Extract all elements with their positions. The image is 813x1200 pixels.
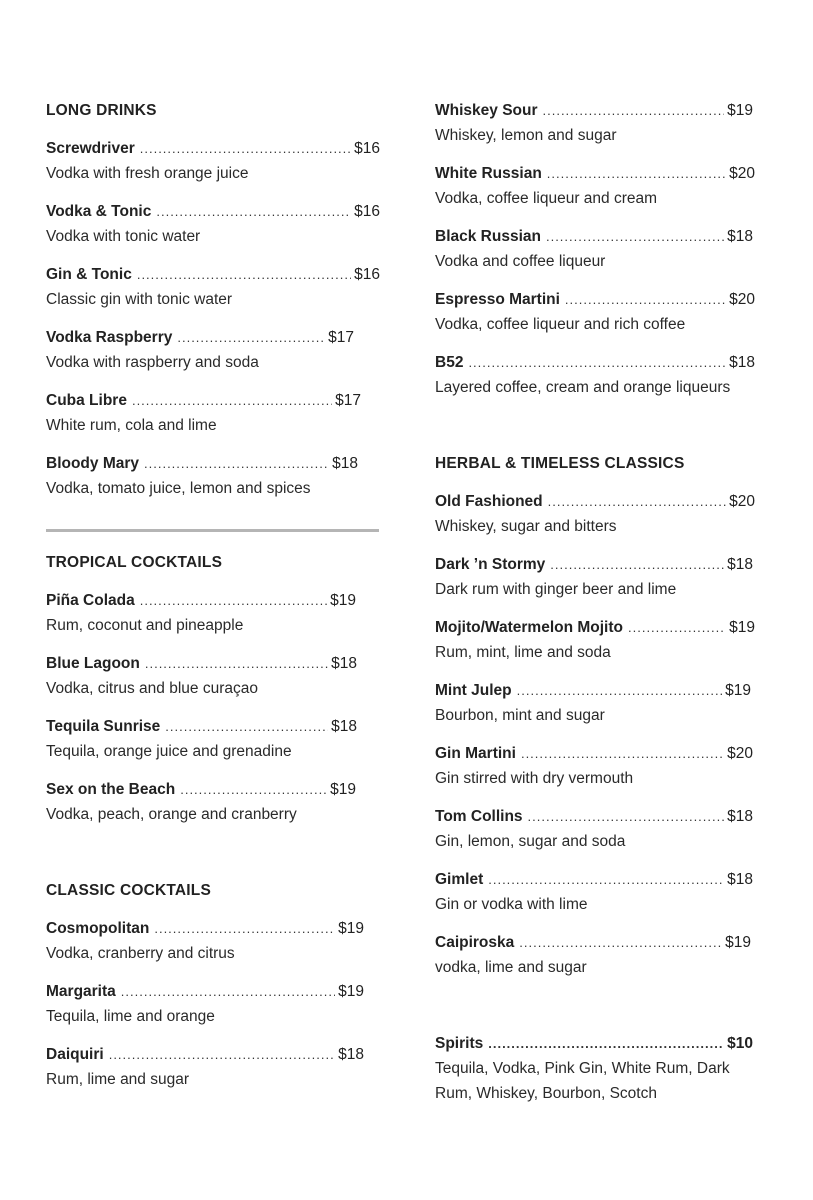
dot-leader [140,591,327,611]
item-price: $18 [338,1046,364,1063]
item-price: $20 [729,165,755,182]
menu-item-spirits [435,1034,753,1104]
menu-item-pina-colada [46,591,356,636]
item-description: Dark rum with ginger beer and lime [435,581,677,598]
dot-leader [137,265,351,285]
item-price: $19 [338,983,364,1000]
menu-item-mojito [435,618,755,663]
item-description: Gin stirred with dry vermouth [435,770,634,787]
item-price: $10 [727,1035,753,1052]
menu-item-gin-martini [435,744,753,789]
menu-item-sex-on-the-beach [46,780,356,825]
item-description: White rum, cola and lime [46,417,217,434]
item-name: Sex on the Beach [46,781,176,798]
item-description: Classic gin with tonic water [46,291,233,308]
item-price: $19 [729,619,755,636]
menu-item-b52 [435,353,755,398]
item-description: Vodka, tomato juice, lemon and spices [46,480,311,497]
dot-leader [488,1034,724,1054]
item-description: Whiskey, sugar and bitters [435,518,617,535]
dot-leader [156,202,351,222]
item-price: $18 [331,655,357,672]
dot-leader [628,618,726,638]
right-column [435,101,765,1104]
item-price: $20 [729,291,755,308]
item-name: Old Fashioned [435,493,543,510]
item-description: Layered coffee, cream and orange liqueurs [435,379,731,396]
item-name: Vodka Raspberry [46,329,173,346]
menu-item-black-russian [435,227,753,272]
menu-item-old-fashioned [435,492,755,537]
item-name: Tequila Sunrise [46,718,161,735]
item-name: Gin & Tonic [46,266,132,283]
dot-leader [144,454,329,474]
item-name: Blue Lagoon [46,655,140,672]
item-price: $16 [354,140,380,157]
menu-item-caipiroska [435,933,751,978]
item-name: Piña Colada [46,592,135,609]
item-name: Screwdriver [46,140,135,157]
item-price: $19 [338,920,364,937]
item-name: Margarita [46,983,116,1000]
item-name: Dark ’n Stormy [435,556,546,573]
item-description: Tequila, orange juice and grenadine [46,743,292,760]
item-description: Vodka with raspberry and soda [46,354,259,371]
item-price: $19 [727,102,753,119]
item-name: White Russian [435,165,542,182]
item-description: Vodka, citrus and blue curaçao [46,680,258,697]
item-price: $19 [725,682,751,699]
dot-leader [177,328,325,348]
item-description: Vodka, peach, orange and cranberry [46,806,297,823]
item-price: $18 [727,808,753,825]
menu-item-gin-tonic [46,265,380,310]
item-name: Cosmopolitan [46,920,150,937]
item-price: $17 [335,392,361,409]
section-heading-tropical-cocktails: TROPICAL COCKTAILS [46,554,223,571]
dot-leader [550,555,724,575]
menu-item-vodka-tonic [46,202,380,247]
dot-leader [543,101,725,121]
dot-leader [528,807,725,827]
menu-item-cuba-libre [46,391,361,436]
item-price: $19 [725,934,751,951]
item-price: $17 [328,329,354,346]
item-price: $19 [330,781,356,798]
item-description: Gin, lemon, sugar and soda [435,833,626,850]
menu-item-espresso-martini [435,290,755,335]
section-heading-classic-cocktails: CLASSIC COCKTAILS [46,882,211,899]
item-description: Bourbon, mint and sugar [435,707,605,724]
menu-item-cosmopolitan [46,919,364,964]
item-description: Vodka with fresh orange juice [46,165,249,182]
item-price: $16 [354,266,380,283]
section-heading-herbal-classics: HERBAL & TIMELESS CLASSICS [435,455,685,472]
item-price: $16 [354,203,380,220]
dot-leader [180,780,327,800]
section-heading-long-drinks: LONG DRINKS [46,102,157,119]
item-name: Gin Martini [435,745,516,762]
menu-item-vodka-raspberry [46,328,354,373]
item-description: vodka, lime and sugar [435,959,587,976]
dot-leader [519,933,722,953]
item-name: Gimlet [435,871,484,888]
item-name: Whiskey Sour [435,102,538,119]
item-name: Tom Collins [435,808,523,825]
item-name: B52 [435,354,464,371]
menu-item-bloody-mary [46,454,358,499]
menu-item-tom-collins [435,807,753,852]
item-price: $18 [331,718,357,735]
item-description: Vodka, coffee liqueur and rich coffee [435,316,686,333]
menu-item-gimlet [435,870,753,915]
menu-item-screwdriver [46,139,380,184]
item-price: $20 [727,745,753,762]
menu-item-daiquiri [46,1045,364,1090]
dot-leader [109,1045,335,1065]
item-description: Rum, lime and sugar [46,1071,190,1088]
dot-leader [546,227,724,247]
item-description: Gin or vodka with lime [435,896,588,913]
item-price: $18 [727,228,753,245]
menu-item-whiskey-sour [435,101,753,146]
menu-item-dark-n-stormy [435,555,753,600]
item-name: Caipiroska [435,934,515,951]
item-name: Bloody Mary [46,455,140,472]
item-price: $19 [330,592,356,609]
menu-item-tequila-sunrise [46,717,357,762]
dot-leader [165,717,328,737]
dot-leader [132,391,332,411]
item-name: Vodka & Tonic [46,203,152,220]
menu-item-white-russian [435,164,755,209]
item-name: Spirits [435,1035,484,1052]
item-description: Rum, coconut and pineapple [46,617,244,634]
item-description: Vodka with tonic water [46,228,201,245]
item-description: Rum, mint, lime and soda [435,644,611,661]
left-column [46,101,380,1090]
item-description: Whiskey, lemon and sugar [435,127,617,144]
dot-leader [547,164,726,184]
menu-item-margarita [46,982,364,1027]
item-name: Mint Julep [435,682,512,699]
item-price: $18 [727,556,753,573]
item-description-line-2: Rum, Whiskey, Bourbon, Scotch [435,1085,657,1102]
item-name: Mojito/Watermelon Mojito [435,619,623,636]
dot-leader [488,870,724,890]
item-price: $18 [332,455,358,472]
item-name: Daiquiri [46,1046,104,1063]
item-name: Cuba Libre [46,392,127,409]
item-description: Vodka, coffee liqueur and cream [435,190,658,207]
item-price: $20 [729,493,755,510]
item-price: $18 [729,354,755,371]
dot-leader [565,290,726,310]
dot-leader [517,681,722,701]
dot-leader [121,982,335,1002]
item-description: Tequila, lime and orange [46,1008,215,1025]
dot-leader [145,654,328,674]
menu-item-mint-julep [435,681,751,726]
item-name: Espresso Martini [435,291,560,308]
item-description-line-1: Tequila, Vodka, Pink Gin, White Rum, Dark [435,1060,730,1077]
item-description: Vodka, cranberry and citrus [46,945,235,962]
dot-leader [154,919,335,939]
menu-item-blue-lagoon [46,654,357,699]
dot-leader [548,492,726,512]
dot-leader [140,139,351,159]
item-price: $18 [727,871,753,888]
item-name: Black Russian [435,228,541,245]
dot-leader [521,744,724,764]
dot-leader [468,353,726,373]
item-description: Vodka and coffee liqueur [435,253,606,270]
